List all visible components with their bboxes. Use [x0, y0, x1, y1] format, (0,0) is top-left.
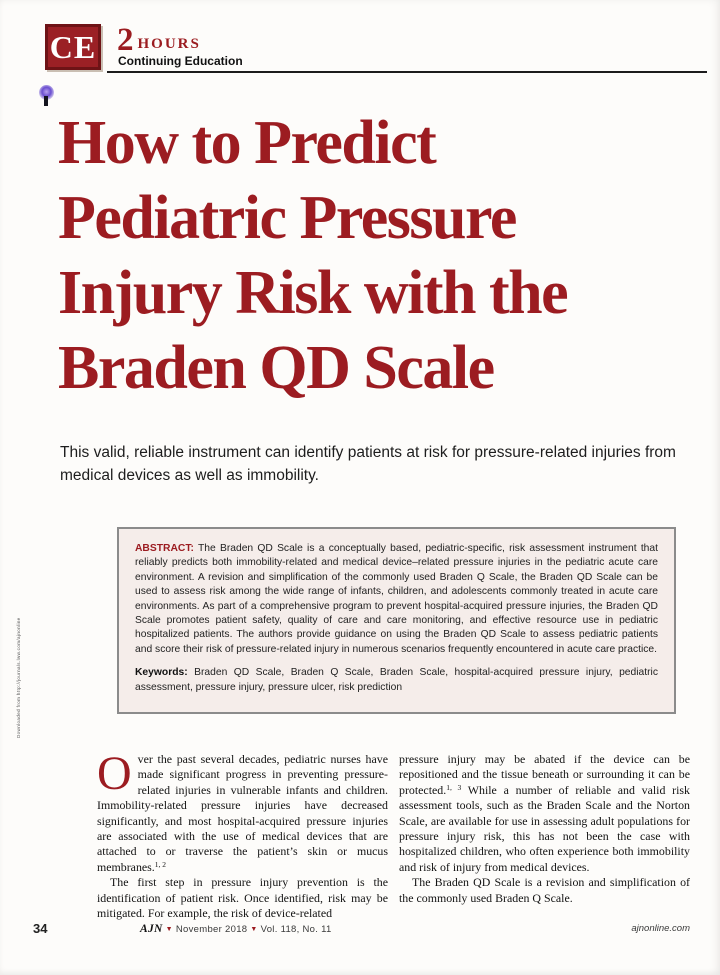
footer-journal-name: AJN	[140, 923, 163, 935]
article-title-line-2: Pediatric Pressure	[58, 184, 516, 252]
ce-subtitle: Continuing Education	[118, 54, 243, 68]
abstract-paragraph	[135, 542, 658, 657]
reference-superscript: 1, 2	[154, 859, 167, 869]
pin-stem-icon	[44, 96, 48, 106]
article-title-line-1: How to Predict	[58, 109, 436, 177]
body-column-left	[97, 747, 388, 921]
body-text: pressure injury may be abated if the device can be repositioned and the tissue beneath or surrounding it can be protected.	[399, 752, 690, 797]
body-paragraph: The first step in pressure injury prevention is the identification of patient risk. Once identified, risk may be mitigated. For example, the risk of device-related	[97, 875, 388, 921]
footer-separator-icon: ▼	[250, 925, 258, 933]
body-text: While a number of reliable and valid risk assessment tools, such as the Braden Scale and the Norton Scale, are available for use in assessing adult populations for pressure injury risk, this has not been the case with hospitalized children, who often experience both immobility and risk of injury from medical devices.	[399, 782, 690, 874]
abstract-label: ABSTRACT:	[135, 543, 194, 554]
article-title	[58, 106, 698, 406]
keywords-paragraph	[135, 666, 658, 695]
keywords-text: Braden QD Scale, Braden Q Scale, Braden Scale, hospital-acquired pressure injury, pediatric assessment, pressure injury, pressure ulcer, risk prediction	[135, 667, 658, 693]
footer-journal-info	[140, 923, 332, 935]
abstract-text: The Braden QD Scale is a conceptually based, pediatric-specific, risk assessment instrument that reliably predicts both immobility-related and medical device–related pressure injuries in the pediatric acute care environment. A revision and simplification of the commonly used Braden Q Scale, the Braden QD Scale can be used to assess risk among the wide range of infants, children, and adolescents commonly treated in acute care environments. As part of a comprehensive program to prevent hospital-acquired pressure injuries, the Braden QD Scale promotes patient safety, quality of care and care monitoring, and effective resource use in pediatric hospitalized patients. The authors provide guidance on using the Braden QD Scale to assess pediatric patients and score their risk of pressure-related injury in numerous scenarios frequently encountered in acute care practice.	[135, 543, 658, 655]
header-divider	[107, 71, 707, 73]
body-paragraph: The Braden QD Scale is a revision and simplification of the commonly used Braden Q Scale.	[399, 875, 690, 905]
ce-hours-number: 2	[117, 22, 134, 58]
keywords-label: Keywords:	[135, 667, 188, 679]
ce-hours-label: HOURS	[137, 36, 201, 52]
article-deck: This valid, reliable instrument can identify patients at risk for pressure-related injuries from medical devices as well as immobility.	[60, 444, 676, 484]
ce-badge: CE	[45, 24, 101, 70]
body-text: ver the past several decades, pediatric nurses have made significant progress in preventing pressure-related injuries in vulnerable infants and children. Immobility-related pressure injuries have decreased significantly, and most hospital-acquired pressure injuries are associated with the use of medical devices that are attached to or traverse the patient’s skin or mucus membranes.	[97, 752, 388, 874]
reference-superscript: 1, 3	[446, 782, 462, 792]
copyright-vertical-strip: Downloaded from http://journals.lww.com/ajnonline	[16, 617, 21, 738]
abstract-box	[117, 527, 676, 714]
article-title-line-3: Injury Risk with the	[58, 259, 568, 327]
article-title-line-4: Braden QD Scale	[58, 334, 494, 402]
body-paragraph	[97, 747, 388, 875]
footer-separator-icon: ▼	[165, 925, 173, 933]
body-paragraph	[399, 752, 690, 875]
footer-page-number: 34	[33, 921, 48, 936]
online-pin-icon	[37, 85, 55, 111]
footer-website: ajnonline.com	[631, 923, 690, 934]
footer-date: November 2018	[175, 924, 248, 935]
footer-volume: Vol. 118, No. 11	[260, 924, 332, 935]
drop-cap: O	[97, 747, 132, 800]
body-column-right	[399, 752, 690, 906]
